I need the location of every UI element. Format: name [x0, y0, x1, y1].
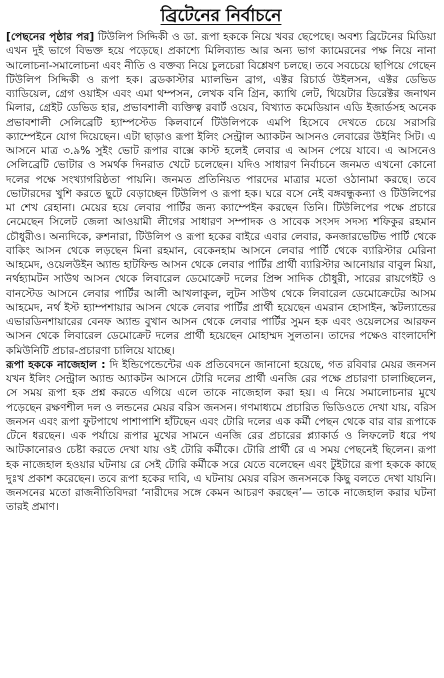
section-subheading: রূপা হককে নাজেহাল :	[6, 358, 106, 371]
article-body-paragraph-1	[6, 30, 436, 358]
paragraph-2-text: দি ইন্ডিপেন্ডেন্টের এক প্রতিবেদনে জানানো হয়েছে, গত রবিবার মেয়র জনসন যখন ইলিং সেন্ট্রাল অ্যান্ড অ্যাকটন আসনে টোরি দলের প্রার্থী এনজি রের পক্ষে প্রচারণা চালাচ্ছিলেন, সে সময় রূপা হক প্রশ্ন করতে এগিয়ে এলে তাকে নাজেহাল করা হয়। এ নিয়ে সমালোচনার মুখে পড়েছেন রক্ষণশীল দল ও লন্ডনের মেয়র বরিস জনসন। গণমাধ্যমে প্রচারিত ভিডিওতে দেখা যায়, বরিস জনসন এবং রূপা ফুটপাথে পাশাপাশি হাঁটছেন এবং টোরি দলের এক কর্মী পেছন থেকে বার বার রূপাকে টেনে ধরছেন। এক পর্যায়ে রূপার মুখের সামনে এনজি রের প্রচারের প্ল্যাকার্ড ও লিফলেট ধরে পথ আটকানোরও চেষ্টা করতে দেখা যায় ওই টোরি কর্মীকে। টোরি প্রার্থী রে এ সময় পেছনেই ছিলেন। রূপা হক নাজেহাল হওয়ার ঘটনায় রে সেই টোরি কর্মীকে সরে যেতে বলেছেন এবং টুইটারে রূপা হককে কাছে দুঃখ প্রকাশ করেছেন। তবে রূপা হকের দাবি, এ ঘটনায় মেয়র বরিস জনসনকে কিছু বলতে দেখা যায়নি। জনসনের মতো রাজনীতিবিদরা ‘নারীদের সঙ্গে কেমন আচরণ করছেন’— তাকে নাজেহাল করার ঘটনা তারই প্রমাণ।	[6, 358, 436, 514]
paragraph-1-text: টিউলিপ সিদ্দিকী ও ডা. রূপা হককে নিয়ে খবর ছেপেছে। অবশ্য ব্রিটেনের মিডিয়া এখন দুই ভাগে বিভক্ত হয়ে পড়েছে। প্রকাশ্যে মিলিব্যান্ড আর অন্য ভাগ ক্যামেরনের পক্ষ নিয়ে নানা আলোচনা-সমালোচনা এবং নীতি ও বক্তব্য নিয়ে চুলচেরা বিশ্লেষণ চলছে। তবে সবচেয়ে ছাপিয়ে গেছেন টিউলিপ সিদ্দিকী ও রূপা হক। ব্রডকাস্টার ম্যালভিন ব্রাগ, এক্টর রিচার্ড উইলসন, এক্টর ডেভিড ব্যাডিয়েল, গ্রেগ ওয়াইস এবং এমা থম্পসন, লেখক বনি গ্রিন, ক্যাথি লেট, থিয়েটার ডিরেক্টর জনাথন মিলার, গ্রেইট ডেভিড হার, প্রভাবশালী ব্যক্তিত্ব রবার্ট ওয়েব, বিখ্যাত কমেডিয়ান এডি ইজার্ডসহ অনেক প্রভাবশালী সেলিব্রেটি হ্যাম্পস্টেড কিলবার্নে টিউলিপকে এমপি হিসেবে দেখতে চেয়ে সরাসরি ক্যাম্পেইনে যোগ দিয়েছেন। এটা ছাড়াও রূপা ইলিং সেন্ট্রাল অ্যাকটন আসনও লেবারের উইনিং সিট। এ আসনে মাত্র ৩.৯% সুইং ভোট রূপার বাক্সে কাস্ট হলেই লেবার এ আসন পেয়ে যাবে। এ আসনেও সেলিব্রেটি ভোটার ও সমর্থক দিনরাত খেটে চলেছেন। যদিও সাধারণ নির্বাচনে জনমত এখনো কোনো দলের পক্ষে সংখ্যাগরিষ্ঠতা পায়নি। জনমত প্রতিনিয়ত পারদের মাত্রার মতো ওঠানামা করছে। তবে ভোটারদের খুশি করতে ছুটে বেড়াচ্ছেন টিউলিপ ও রূপা হক। ঘরে বসে নেই বঙ্গবন্ধুকন্যা ও টিউলিপের মা শেখ রেহানা। মেয়ের হয়ে লেবার পার্টির জন্য ক্যাম্পেইন করছেন তিনি। টিউলিপের পক্ষে প্রচারে নেমেছেন সিলেট জেলা আওয়ামী লীগের সাধারণ সম্পাদক ও সাবেক সংসদ সদস্য শফিকুর রহমান চৌধুরীও। অন্যদিকে, রুশনারা, টিউলিপ ও রূপা হকের বাইরে এবার লেবার, কনজারভেটিভ পার্টি থেকে বাকিং আসন থেকে লড়ছেন মিনা রহমান, বেকেনহাম আসনে লেবার পার্টি থেকে ব্যারিস্টার মেরিনা আহমেদ, ওয়েলউইন অ্যান্ড হাটফিল্ড আসন থেকে লেবার পার্টির প্রার্থী ব্যারিস্টার আনোয়ার বাবুল মিয়া, নর্থহ্যামটন সাউথ আসন থেকে লিবারেল ডেমোক্রেট দলের প্রিন্স সাদিক চৌধুরী, সারের রায়গেইট ও বানস্টেড আসনে লেবার পার্টির আলী আখলাকুল, লুটন সাউথ থেকে লিবারেল ডেমোক্রেটের আসম আহমেদ, নর্থ ইস্ট হ্যাম্পশায়ার আসন থেকে লেবার পার্টির প্রার্থী হয়েছেন এমরান হোসাইন, স্কটল্যান্ডের এভারডিনশায়ারের বেনফ অ্যান্ড বুখান আসন থেকে লেবার পার্টির সুমন হক এবং ওয়েলসের আরফন আসন থেকে লিবারেল ডেমোক্রেট দলের প্রার্থী হয়েছেন মোহাম্মদ সুলতান। তাদের পক্ষেও বাংলাদেশি কমিউনিটি প্রচার-প্রচারণা চালিয়ে যাচ্ছে।	[6, 31, 436, 357]
article-body-paragraph-2	[6, 358, 436, 515]
continued-from-label: [পেছনের পৃষ্ঠার পর]	[6, 31, 95, 43]
article-title: ব্রিটেনের নির্বাচনে	[160, 6, 282, 26]
